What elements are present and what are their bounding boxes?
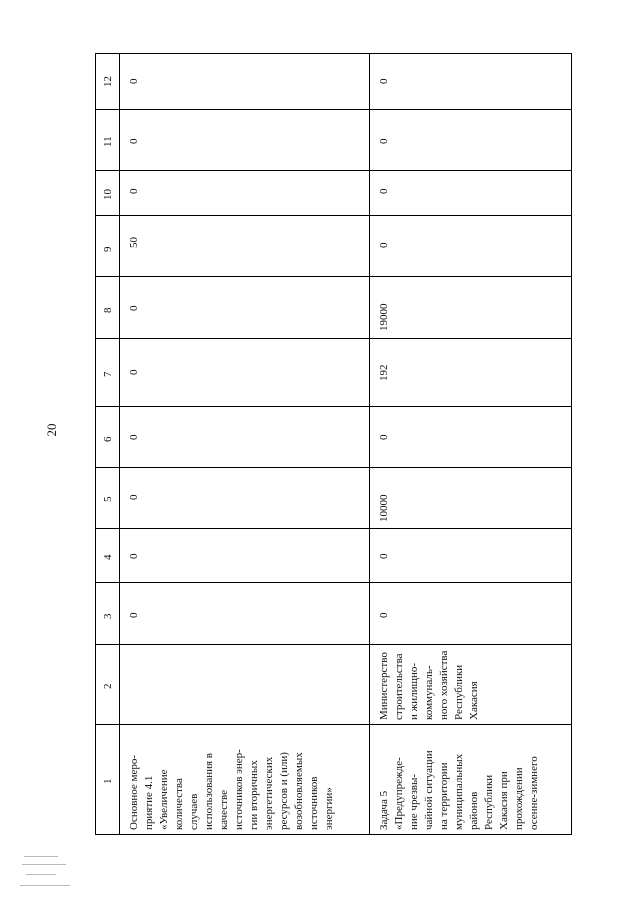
column-separator (96, 724, 571, 725)
row1-col1-line: источников (308, 776, 320, 830)
column-separator (96, 276, 571, 277)
row2-value-col5: 10000 (378, 494, 390, 522)
header-cell-6: 6 (102, 436, 114, 442)
row1-col1-line: возобновляемых (293, 752, 305, 830)
header-cell-2: 2 (102, 683, 114, 689)
row1-col1-line: гии вторичных (248, 760, 260, 830)
column-separator (96, 215, 571, 216)
header-cell-1: 1 (102, 778, 114, 784)
row2-col1-line: районов (468, 791, 480, 830)
row2-value-col11: 0 (378, 138, 390, 144)
row2-col1-line: на территории (438, 762, 450, 830)
row1-col1-line: качестве (218, 789, 230, 830)
row1-col1-line: энергии» (323, 787, 335, 830)
row1-value-col9: 50 (128, 237, 140, 248)
row1-col1-line: энергетических (263, 756, 275, 830)
row-separator (119, 54, 120, 834)
data-table (95, 53, 572, 835)
row2-col2-line: Министерство (378, 652, 390, 720)
column-separator (96, 338, 571, 339)
row2-col1-line: осенне-зимнего (528, 756, 540, 830)
scan-artifact (20, 852, 74, 892)
row2-col1-line: ние чрезвы- (408, 773, 420, 830)
row1-value-col4: 0 (128, 553, 140, 559)
row1-col1-line: Основное меро- (128, 754, 140, 830)
row2-value-col7: 192 (378, 364, 390, 381)
row1-col1-line: источников энер- (233, 749, 245, 830)
row1-col1-line: случаев (188, 793, 200, 830)
row2-col1-line: чайной ситуации (423, 750, 435, 830)
row1-value-col6: 0 (128, 434, 140, 440)
row2-col2-line: ного хозяйства (438, 650, 450, 720)
row2-col1-line: Хакасия при (498, 771, 510, 830)
header-cell-9: 9 (102, 246, 114, 252)
row2-value-col12: 0 (378, 78, 390, 84)
header-cell-3: 3 (102, 613, 114, 619)
row2-col1-line: прохождении (513, 767, 525, 830)
row2-value-col8: 19000 (378, 303, 390, 331)
row1-value-col12: 0 (128, 78, 140, 84)
row2-col1-line: Задача 5 (378, 790, 390, 830)
column-separator (96, 406, 571, 407)
row2-value-col4: 0 (378, 553, 390, 559)
page-number: 20 (44, 423, 59, 437)
row1-value-col7: 0 (128, 369, 140, 375)
column-separator (96, 582, 571, 583)
row2-col1-line: «Предупрежде- (393, 757, 405, 830)
row2-col2-line: Хакасия (468, 681, 480, 720)
row2-col1-line: муниципальных (453, 753, 465, 830)
column-separator (96, 109, 571, 110)
column-separator (96, 528, 571, 529)
row-separator (369, 54, 370, 834)
row1-col1-line: ресурсов и (или) (278, 752, 290, 830)
header-cell-11: 11 (102, 136, 114, 147)
header-cell-12: 12 (102, 76, 114, 87)
row2-value-col3: 0 (378, 612, 390, 618)
row2-col2-line: и жилищно- (408, 662, 420, 720)
row2-col2-line: строительства (393, 653, 405, 720)
row2-col2-line: коммуналь- (423, 665, 435, 720)
header-cell-7: 7 (102, 371, 114, 377)
header-cell-5: 5 (102, 496, 114, 502)
header-cell-10: 10 (102, 189, 114, 200)
column-separator (96, 467, 571, 468)
row1-value-col10: 0 (128, 188, 140, 194)
row1-value-col11: 0 (128, 138, 140, 144)
row2-col1-line: Республики (483, 774, 495, 830)
column-separator (96, 170, 571, 171)
row1-col1-line: «Увеличение (158, 769, 170, 830)
row2-value-col9: 0 (378, 242, 390, 248)
row2-col2-line: Республики (453, 664, 465, 720)
row1-col1-line: приятие 4.1 (143, 775, 155, 830)
header-cell-4: 4 (102, 554, 114, 560)
row2-value-col6: 0 (378, 434, 390, 440)
row1-value-col5: 0 (128, 494, 140, 500)
row1-value-col8: 0 (128, 305, 140, 311)
row1-value-col3: 0 (128, 612, 140, 618)
column-separator (96, 644, 571, 645)
header-cell-8: 8 (102, 307, 114, 313)
row1-col1-line: использования в (203, 752, 215, 830)
row1-col1-line: количества (173, 778, 185, 830)
row2-value-col10: 0 (378, 188, 390, 194)
